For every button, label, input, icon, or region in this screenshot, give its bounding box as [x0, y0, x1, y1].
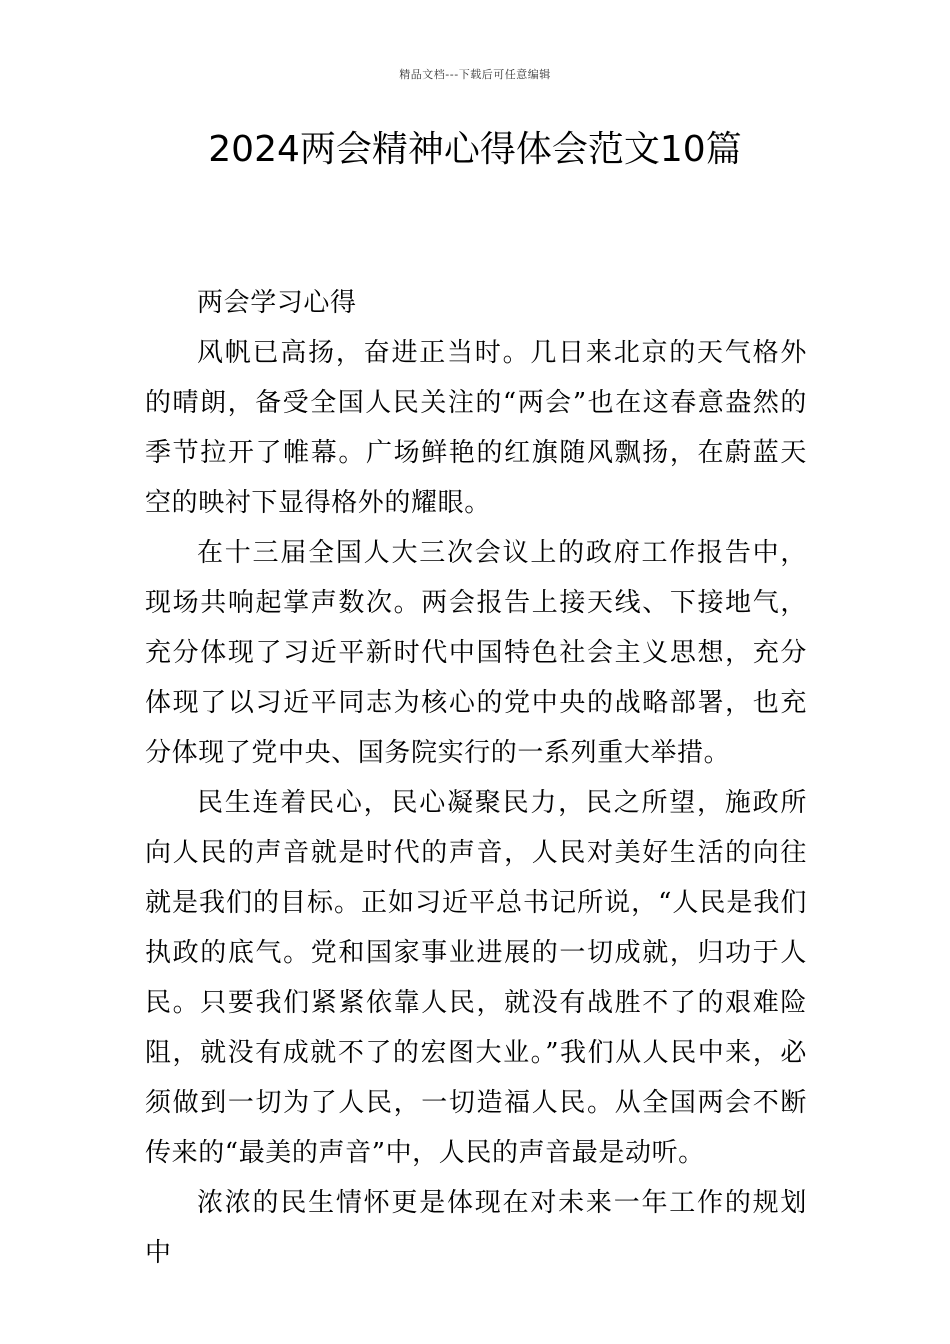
paragraph: 浓浓的民生情怀更是体现在对未来一年工作的规划中 — [145, 1188, 807, 1268]
document-body — [145, 278, 807, 1278]
paragraph: 风帆已高扬，奋进正当时。几日来北京的天气格外的晴朗，备受全国人民关注的“两会”也在这春意盎然的季节拉开了帷幕。广场鲜艳的红旗随风飘扬，在蔚蓝天空的映衬下显得格外的耀眼。 — [145, 338, 807, 518]
paragraph: 民生连着民心，民心凝聚民力，民之所望，施政所向人民的声音就是时代的声音，人民对美好生活的向往就是我们的目标。正如习近平总书记所说，“人民是我们执政的底气。党和国家事业进展的一切成就，归功于人民。只要我们紧紧依靠人民，就没有战胜不了的艰难险阻，就没有成就不了的宏图大业。”我们从人民中来，必须做到一切为了人民，一切造福人民。从全国两会不断传来的“最美的声音”中，人民的声音最是动听。 — [145, 788, 807, 1168]
document-title: 2024两会精神心得体会范文10篇 — [208, 129, 742, 170]
section-heading: 两会学习心得 — [197, 288, 357, 318]
paragraph: 在十三届全国人大三次会议上的政府工作报告中，现场共响起掌声数次。两会报告上接天线、下接地气，充分体现了习近平新时代中国特色社会主义思想，充分体现了以习近平同志为核心的党中央的战略部署，也充分体现了党中央、国务院实行的一系列重大举措。 — [145, 538, 807, 768]
header-note: 精品文档---下载后可任意编辑 — [399, 68, 551, 81]
